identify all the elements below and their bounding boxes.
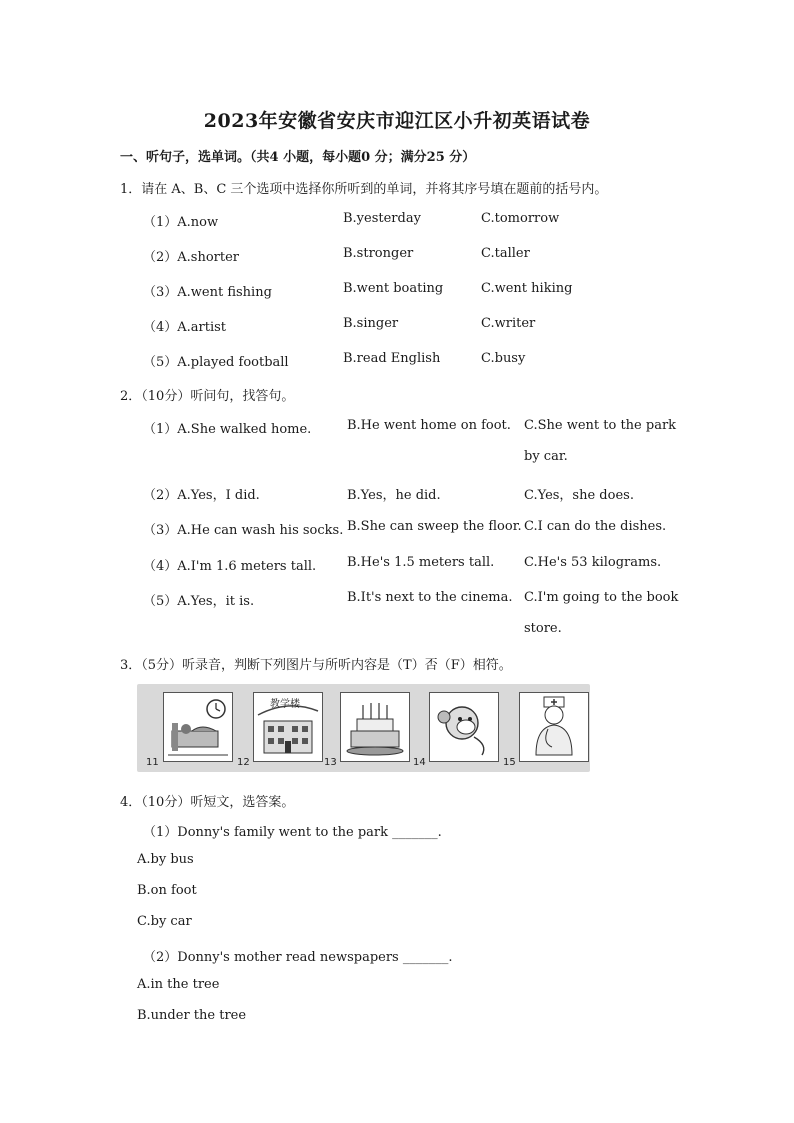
option-a: （5）A.played football (143, 355, 289, 370)
option-c: C.went hiking (481, 281, 573, 296)
option-b: B.He went home on foot. (347, 418, 511, 433)
option-c: C.He's 53 kilograms. (524, 555, 662, 570)
option-b: B.read English (343, 351, 441, 366)
option-b: B.on foot (137, 883, 197, 898)
option-c: C.Yes，she does. (524, 488, 634, 503)
picture-number: 12 (237, 757, 250, 768)
option-a: A.in the tree (137, 977, 220, 992)
option-a: （2）A.Yes，I did. (143, 488, 260, 503)
clock-bed-icon (163, 692, 233, 762)
question-1-stem: 1．请在 A、B、C 三个选项中选择你所听到的单词，并将其序号填在题前的括号内。 (120, 182, 608, 197)
option-c: C.She went to the park (524, 418, 677, 433)
section-heading: 一、听句子，选单词。（共4 小题，每小题0 分；满分25 分） (120, 150, 476, 165)
option-a: A.by bus (137, 852, 194, 867)
birthday-cake-icon (340, 692, 410, 762)
question-3-stem: 3．（5分）听录音，判断下列图片与所听内容是（T）否（F）相符。 (120, 658, 512, 673)
picture-strip (137, 684, 590, 772)
doctor-icon (519, 692, 589, 762)
option-c-continued: by car. (524, 449, 568, 464)
question-4-stem: 4．（10分）听短文，选答案。 (120, 795, 295, 810)
option-a: （4）A.I'm 1.6 meters tall. (143, 559, 317, 574)
option-a: （3）A.He can wash his socks. (143, 523, 344, 538)
option-c-continued: store. (524, 621, 562, 636)
picture-number: 15 (503, 757, 516, 768)
option-c: C.by car (137, 914, 192, 929)
option-c: C.writer (481, 316, 536, 331)
option-b: B.yesterday (343, 211, 421, 226)
option-c: C.I'm going to the book (524, 590, 679, 605)
option-c: C.taller (481, 246, 530, 261)
option-c: C.I can do the dishes. (524, 519, 667, 534)
picture-number: 14 (413, 757, 426, 768)
option-a: （1）A.now (143, 215, 219, 230)
option-b: B.went boating (343, 281, 444, 296)
picture-number: 13 (324, 757, 337, 768)
question-2-stem: 2．（10分）听问句，找答句。 (120, 389, 295, 404)
option-b: B.He's 1.5 meters tall. (347, 555, 495, 570)
question-4-sub-1: （1）Donny's family went to the park _______. (143, 825, 442, 840)
option-a: （3）A.went fishing (143, 285, 272, 300)
option-a: （1）A.She walked home. (143, 422, 312, 437)
picture-number: 11 (146, 757, 159, 768)
option-a: （2）A.shorter (143, 250, 240, 265)
building-sign-text: 教学楼 (270, 699, 300, 710)
option-a: （4）A.artist (143, 320, 227, 335)
option-a: （5）A.Yes，it is. (143, 594, 255, 609)
monkey-icon (429, 692, 499, 762)
option-b: B.stronger (343, 246, 414, 261)
option-b: B.under the tree (137, 1008, 247, 1023)
option-b: B.Yes，he did. (347, 488, 441, 503)
option-b: B.singer (343, 316, 399, 331)
page-title: 2023年安徽省安庆市迎江区小升初英语试卷 (203, 110, 591, 132)
option-c: C.busy (481, 351, 526, 366)
option-b: B.It's next to the cinema. (347, 590, 513, 605)
school-building-icon (253, 692, 323, 762)
option-b: B.She can sweep the floor. (347, 519, 522, 534)
question-4-sub-2: （2）Donny's mother read newspapers _______. (143, 950, 453, 965)
option-c: C.tomorrow (481, 211, 560, 226)
